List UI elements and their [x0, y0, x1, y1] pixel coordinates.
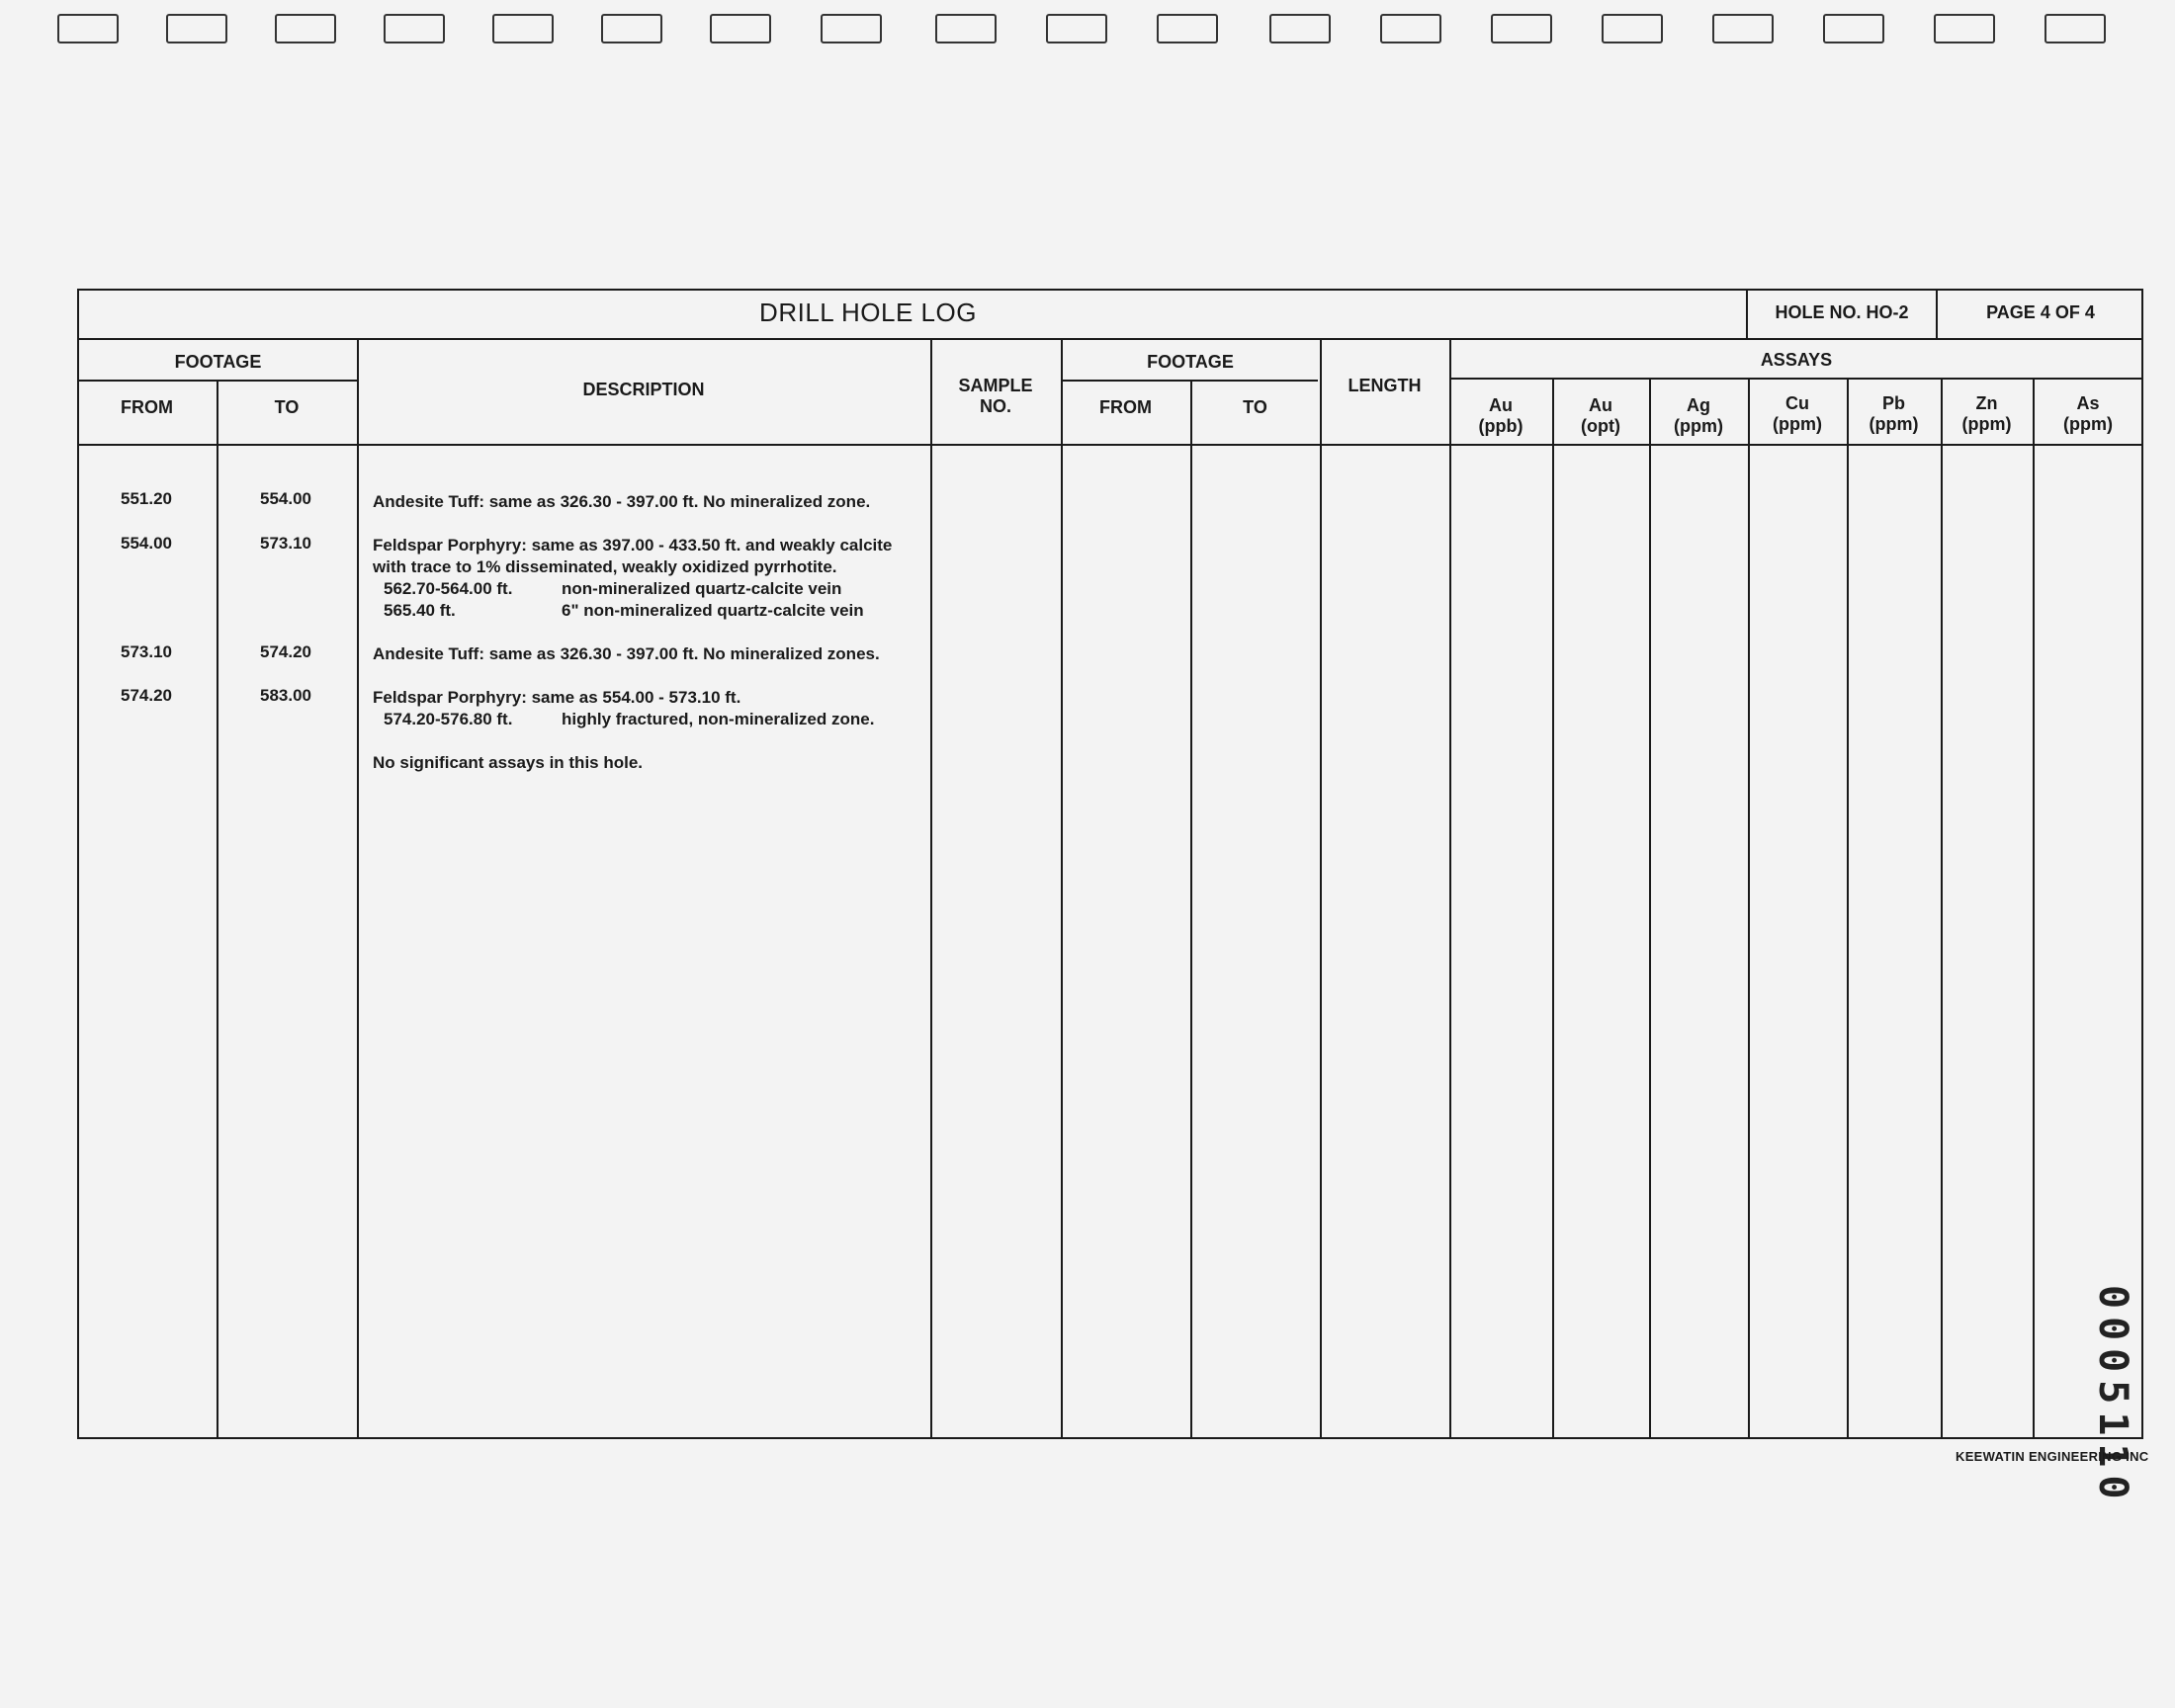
punch-hole [275, 14, 336, 43]
length-header: LENGTH [1348, 376, 1422, 395]
pb-ppm-line2: (ppm) [1869, 414, 1919, 434]
from-header: FROM [121, 397, 173, 417]
col-line [1847, 378, 1849, 1439]
footage-header: FOOTAGE [174, 352, 262, 372]
punch-hole [1712, 14, 1774, 43]
punch-hole [1269, 14, 1331, 43]
punch-hole [1157, 14, 1218, 43]
punch-hole [1046, 14, 1107, 43]
header-rule [77, 444, 2143, 446]
to-header: TO [274, 397, 300, 417]
punch-hole [1823, 14, 1884, 43]
au-opt-line2: (opt) [1581, 416, 1620, 436]
au-opt-line1: Au [1589, 395, 1612, 415]
form-title: DRILL HOLE LOG [759, 298, 977, 327]
row-description: Andesite Tuff: same as 326.30 - 397.00 ft. No mineralized zones. [373, 644, 880, 663]
col-line [1649, 378, 1651, 1439]
row-to: 574.20 [260, 642, 311, 661]
punch-hole [57, 14, 119, 43]
col-line [1449, 338, 1451, 1439]
row-description: Feldspar Porphyry: same as 554.00 - 573.10 ft. [373, 688, 741, 707]
cu-ppm-header [1748, 393, 1847, 435]
document-stamp-number: 0005110 [2090, 1285, 2135, 1507]
au-ppb-header [1449, 395, 1552, 437]
col-line [2033, 378, 2035, 1439]
subnote-text: 6" non-mineralized quartz-calcite vein [562, 601, 864, 620]
as-ppm-line2: (ppm) [2063, 414, 2113, 434]
zn-ppm-header [1941, 393, 2033, 435]
col-line [930, 338, 932, 1439]
punch-holes [0, 0, 2175, 59]
row-from: 573.10 [121, 642, 172, 661]
hole-no: HOLE NO. HO-2 [1775, 302, 1909, 322]
zn-ppm-line1: Zn [1975, 393, 1998, 413]
to2-header: TO [1243, 397, 1267, 417]
ag-ppm-header [1649, 395, 1748, 437]
col-line [1190, 380, 1192, 1439]
col-line [1941, 378, 1943, 1439]
from2-header: FROM [1099, 397, 1152, 417]
subnote-text: highly fractured, non-mineralized zone. [562, 710, 875, 728]
col-line [1061, 338, 1063, 1439]
title-rule [77, 338, 2143, 340]
punch-hole [601, 14, 662, 43]
col-line [217, 380, 218, 1439]
row-to: 573.10 [260, 534, 311, 553]
form-border [77, 289, 2143, 1439]
sample-no-header [930, 376, 1061, 417]
punch-hole [2044, 14, 2106, 43]
company-footer: KEEWATIN ENGINEERING INC [1956, 1449, 2149, 1464]
footage2-header: FOOTAGE [1147, 352, 1234, 372]
punch-hole [1380, 14, 1441, 43]
punch-hole [1934, 14, 1995, 43]
zn-ppm-line2: (ppm) [1961, 414, 2012, 434]
page-indicator: PAGE 4 OF 4 [1986, 302, 2095, 322]
row-to: 554.00 [260, 489, 311, 508]
row-description: Feldspar Porphyry: same as 397.00 - 433.50 ft. and weakly calcite [373, 536, 893, 555]
ag-ppm-line1: Ag [1687, 395, 1710, 415]
punch-hole [935, 14, 997, 43]
au-opt-header [1552, 395, 1649, 437]
col-line [1552, 378, 1554, 1439]
punch-hole [384, 14, 445, 43]
au-ppb-line2: (ppb) [1478, 416, 1523, 436]
col-line [1748, 378, 1750, 1439]
as-ppm-header [2033, 393, 2143, 435]
subnote-range: 574.20-576.80 ft. [384, 710, 513, 728]
punch-hole [1602, 14, 1663, 43]
drill-hole-log-form [77, 289, 2143, 1439]
cu-ppm-line2: (ppm) [1773, 414, 1822, 434]
col-line [357, 338, 359, 1439]
subnote-range: 565.40 ft. [384, 601, 456, 620]
row-from: 551.20 [121, 489, 172, 508]
col-line [1320, 338, 1322, 1439]
punch-hole [710, 14, 771, 43]
punch-hole [821, 14, 882, 43]
assays-header: ASSAYS [1760, 350, 1833, 370]
as-ppm-line1: As [2076, 393, 2100, 413]
description-header: DESCRIPTION [582, 380, 705, 399]
subnote-range: 562.70-564.00 ft. [384, 579, 513, 598]
pb-ppm-header [1847, 393, 1941, 435]
sample-header-line2: NO. [979, 396, 1011, 416]
au-ppb-line1: Au [1489, 395, 1513, 415]
cu-ppm-line1: Cu [1785, 393, 1809, 413]
subnote-text: non-mineralized quartz-calcite vein [562, 579, 842, 598]
row-to: 583.00 [260, 686, 311, 705]
row-from: 554.00 [121, 534, 172, 553]
row-description: Andesite Tuff: same as 326.30 - 397.00 ft. No mineralized zone. [373, 492, 871, 511]
ag-ppm-line2: (ppm) [1674, 416, 1723, 436]
punch-hole [492, 14, 554, 43]
assay-note: No significant assays in this hole. [373, 753, 644, 772]
footage2-rule [1061, 380, 1318, 382]
punch-hole [1491, 14, 1552, 43]
row-from: 574.20 [121, 686, 172, 705]
pb-ppm-line1: Pb [1881, 393, 1905, 413]
punch-hole [166, 14, 227, 43]
row-description-cont: with trace to 1% disseminated, weakly oxidized pyrrhotite. [373, 557, 837, 576]
sample-header-line1: SAMPLE [958, 376, 1033, 395]
